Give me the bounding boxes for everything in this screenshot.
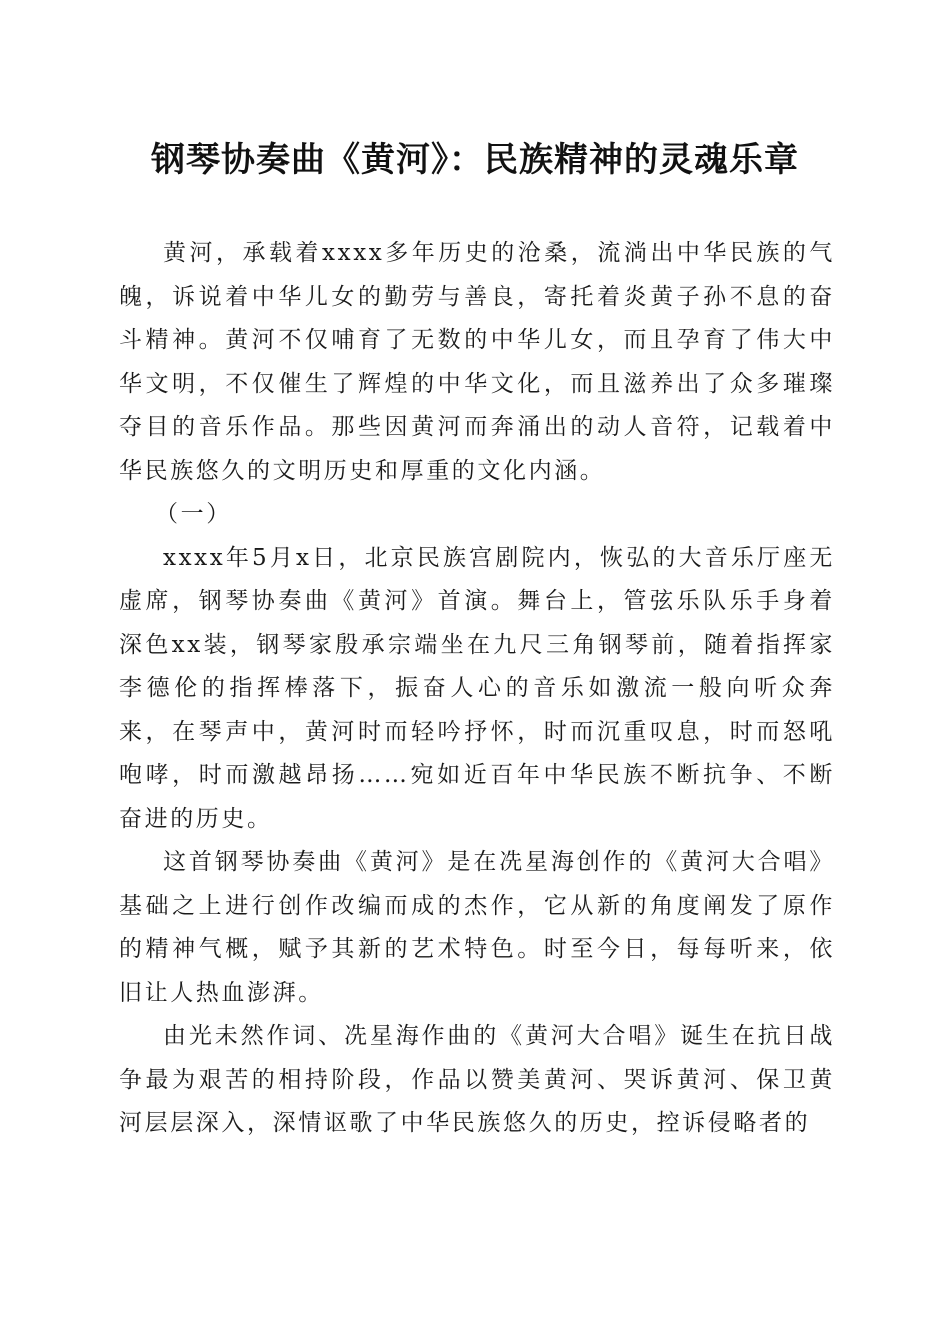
- paragraph-intro: 黄河，承载着xxxx多年历史的沧桑，流淌出中华民族的气魄，诉说着中华儿女的勤劳与善良，寄托着炎黄子孙不息的奋斗精神。黄河不仅哺育了无数的中华儿女，而且孕育了伟大中华文明，不仅催生了辉煌的中华文化，而且滋养出了众多璀璨夺目的音乐作品。那些因黄河而奔涌出的动人音符，记载着中华民族悠久的文明历史和厚重的文化内涵。: [119, 240, 835, 484]
- document-title: 钢琴协奏曲《黄河》：民族精神的灵魂乐章: [151, 140, 799, 180]
- paragraph-premiere: xxxx年5月x日，北京民族宫剧院内，恢弘的大音乐厅座无虚席，钢琴协奏曲《黄河》首演。舞台上，管弦乐队乐手身着深色xx装，钢琴家殷承宗端坐在九尺三角钢琴前，随着指挥家李德伦的指挥棒落下，振奋人心的音乐如激流一般向听众奔来，在琴声中，黄河时而轻吟抒怀，时而沉重叹息，时而怒吼咆哮，时而激越昂扬……宛如近百年中华民族不断抗争、不断奋进的历史。: [119, 544, 835, 832]
- paragraph-adaptation: 这首钢琴协奏曲《黄河》是在冼星海创作的《黄河大合唱》基础之上进行创作改编而成的杰作，它从新的角度阐发了原作的精神气概，赋予其新的艺术特色。时至今日，每每听来，依旧让人热血澎湃。: [119, 849, 835, 1006]
- paragraph-cantata: 由光未然作词、冼星海作曲的《黄河大合唱》诞生在抗日战争最为艰苦的相持阶段，作品以赞美黄河、哭诉黄河、保卫黄河层层深入，深情讴歌了中华民族悠久的历史，控诉侵略者的: [119, 1023, 835, 1136]
- section-heading: （一）: [155, 501, 232, 527]
- document-body: [119, 232, 835, 1146]
